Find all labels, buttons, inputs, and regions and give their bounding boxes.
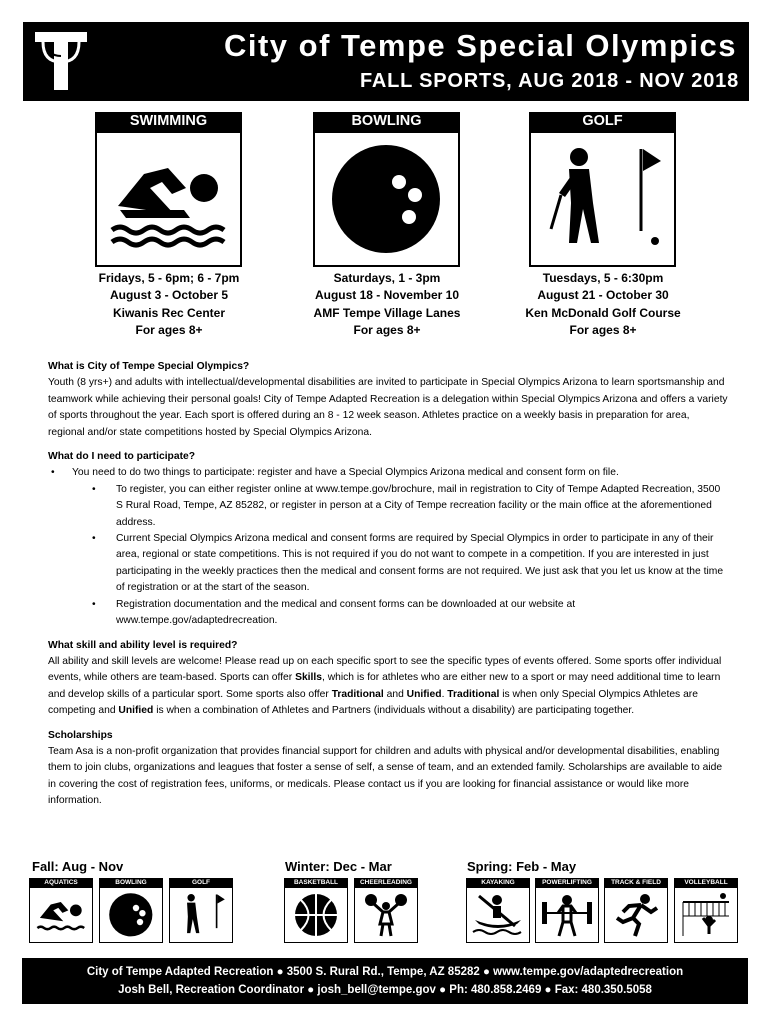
sport-info-bowling — [292, 270, 482, 339]
sport-dates: August 18 - November 10 — [314, 288, 460, 303]
mini-sport-bowling — [99, 878, 163, 943]
mini-sport-label: CHEERLEADING — [354, 878, 418, 887]
season-label-spring: Spring: Feb - May — [467, 859, 577, 874]
section-body: Youth (8 yrs+) and adults with intellectual/developmental disabilities are invited to participate in Special Olympics Arizona to learn sportsmanship and teamwork while achieving their personal goals! City of Tempe Adapted Recreation is a delegation within Special Olympics Arizona and offers a variety of sports throughout the year. Each sport is offered during an 8 - 12 week season. Athletes practice on a weekly basis in preparation for area, regional and/or state competitions hosted by Special Olympics Arizona. — [48, 377, 728, 438]
section-heading: What skill and ability level is required? — [48, 639, 238, 651]
weightlifter-icon — [540, 892, 594, 938]
runner-icon — [611, 892, 661, 938]
season-label-fall: Fall: Aug - Nov — [32, 859, 124, 874]
sport-schedule: Fridays, 5 - 6pm; 6 - 7pm — [98, 271, 240, 285]
cheerleader-icon — [363, 892, 409, 938]
mini-sport-cheerleading — [354, 878, 418, 943]
sport-dates: August 3 - October 5 — [109, 288, 228, 303]
mini-sport-golf — [169, 878, 233, 943]
basketball-icon — [293, 892, 339, 938]
sport-schedule: Tuesdays, 5 - 6:30pm — [542, 271, 664, 285]
mini-sport-label: VOLLEYBALL — [674, 878, 738, 887]
mini-sport-volleyball — [674, 878, 738, 943]
mini-sport-label: AQUATICS — [29, 878, 93, 887]
tempe-logo-icon — [31, 28, 91, 94]
header-banner — [23, 22, 749, 101]
sport-location: AMF Tempe Village Lanes — [313, 305, 461, 320]
sport-location: Ken McDonald Golf Course — [525, 305, 681, 320]
mini-sport-basketball — [284, 878, 348, 943]
participate-list — [48, 465, 728, 629]
sport-dates: August 21 - October 30 — [537, 288, 669, 303]
list-item: • To register, you can either register online at www.tempe.gov/brochure, mail in registration to City of Tempe Adapted Recreation, 3500 S Rural Road, Tempe, AZ 85282, or register in person at a City of Tempe recreation facility or the main office at the aforementioned address. — [48, 482, 728, 531]
volleyball-icon — [679, 892, 733, 938]
footer-banner — [22, 958, 748, 1004]
swimmer-icon — [106, 144, 231, 254]
list-item: • Registration documentation and the medical and consent forms can be downloaded at our website at www.tempe.gov/adaptedrecreation. — [48, 597, 728, 630]
sport-icon-box — [95, 131, 242, 267]
mini-sport-label: KAYAKING — [466, 878, 530, 887]
mini-sport-kayaking — [466, 878, 530, 943]
sport-info-golf — [508, 270, 698, 339]
mini-sport-label: BOWLING — [99, 878, 163, 887]
page-subtitle: FALL SPORTS, AUG 2018 - NOV 2018 — [359, 70, 739, 92]
section-body: All ability and skill levels are welcome! Please read up on each specific sport to see the specific types of events offered. Some sports offer individual events, while others are team-based. Sports can offer Skills, which is for athletes who are either new to a sport or may need additional time to learn and develop skills of a particular sport. Some sports also offer Traditional and Unified. Traditional is when only Special Olympics Athletes are competing and Unified is when a combination of Athletes and Partners (individuals without a disability) are participating together. — [48, 655, 722, 717]
season-label-winter: Winter: Dec - Mar — [285, 859, 392, 874]
mini-sport-label: POWERLIFTING — [535, 878, 599, 887]
list-item: • You need to do two things to participate: register and have a Special Olympics Arizona medical and consent form on file. — [48, 465, 728, 481]
mini-sport-label: BASKETBALL — [284, 878, 348, 887]
sport-ages: For ages 8+ — [135, 322, 203, 337]
sport-card-bowling — [313, 112, 460, 267]
footer-address: City of Tempe Adapted Recreation ● 3500 S. Rural Rd., Tempe, AZ 85282 ● www.tempe.gov/adaptedrecreation — [86, 966, 684, 978]
sport-ages: For ages 8+ — [569, 322, 637, 337]
section-heading: What do I need to participate? — [48, 451, 196, 463]
sport-schedule: Saturdays, 1 - 3pm — [333, 271, 441, 285]
sport-title: BOWLING — [313, 112, 460, 131]
golfer-icon — [543, 143, 663, 255]
sport-ages: For ages 8+ — [353, 322, 421, 337]
section-body: Team Asa is a non-profit organization that provides financial support for children and adults with physical and/or developmental disabilities, enabling them to join clubs, organizations and leagues that foster a sense of self, a sense of team, and an extended family. Scholarships are available to aide in covering the cost of registration fees, uniforms, or medicals. Please contact us if you are looking for financial assistance or would like more information. — [48, 745, 723, 807]
sport-card-golf — [529, 112, 676, 267]
sport-info-swimming — [74, 270, 264, 339]
sport-title: SWIMMING — [95, 112, 242, 131]
swimmer-icon — [33, 892, 89, 938]
mini-sport-label: GOLF — [169, 878, 233, 887]
page-title: City of Tempe Special Olympics — [223, 28, 737, 63]
sport-title: GOLF — [529, 112, 676, 131]
mini-sport-label: TRACK & FIELD — [604, 878, 668, 887]
sport-icon-box — [529, 131, 676, 267]
section-heading: Scholarships — [48, 729, 113, 741]
main-content — [48, 359, 728, 810]
mini-sport-aquatics — [29, 878, 93, 943]
sport-location: Kiwanis Rec Center — [112, 305, 226, 320]
golfer-icon — [176, 892, 226, 938]
list-item: • Current Special Olympics Arizona medical and consent forms are required by Special Olympics in order to participate in any of their area, regional or state competitions. This is not required if you do not want to compete in a competition. If you are interested in just participating in the weekly practices then the medical and consent forms are not required. We just ask that you let us know at the time of registration or at the start of the season. — [48, 531, 728, 597]
bowling-ball-icon — [329, 142, 444, 257]
mini-sport-track-field — [604, 878, 668, 943]
mini-sport-powerlifting — [535, 878, 599, 943]
bowling-ball-icon — [108, 892, 154, 938]
kayaker-icon — [471, 892, 525, 938]
section-heading: What is City of Tempe Special Olympics? — [48, 361, 250, 372]
sport-icon-box — [313, 131, 460, 267]
sport-card-swimming — [95, 112, 242, 267]
footer-contact: Josh Bell, Recreation Coordinator ● josh_bell@tempe.gov ● Ph: 480.858.2469 ● Fax: 480.350.5058 — [118, 984, 652, 996]
